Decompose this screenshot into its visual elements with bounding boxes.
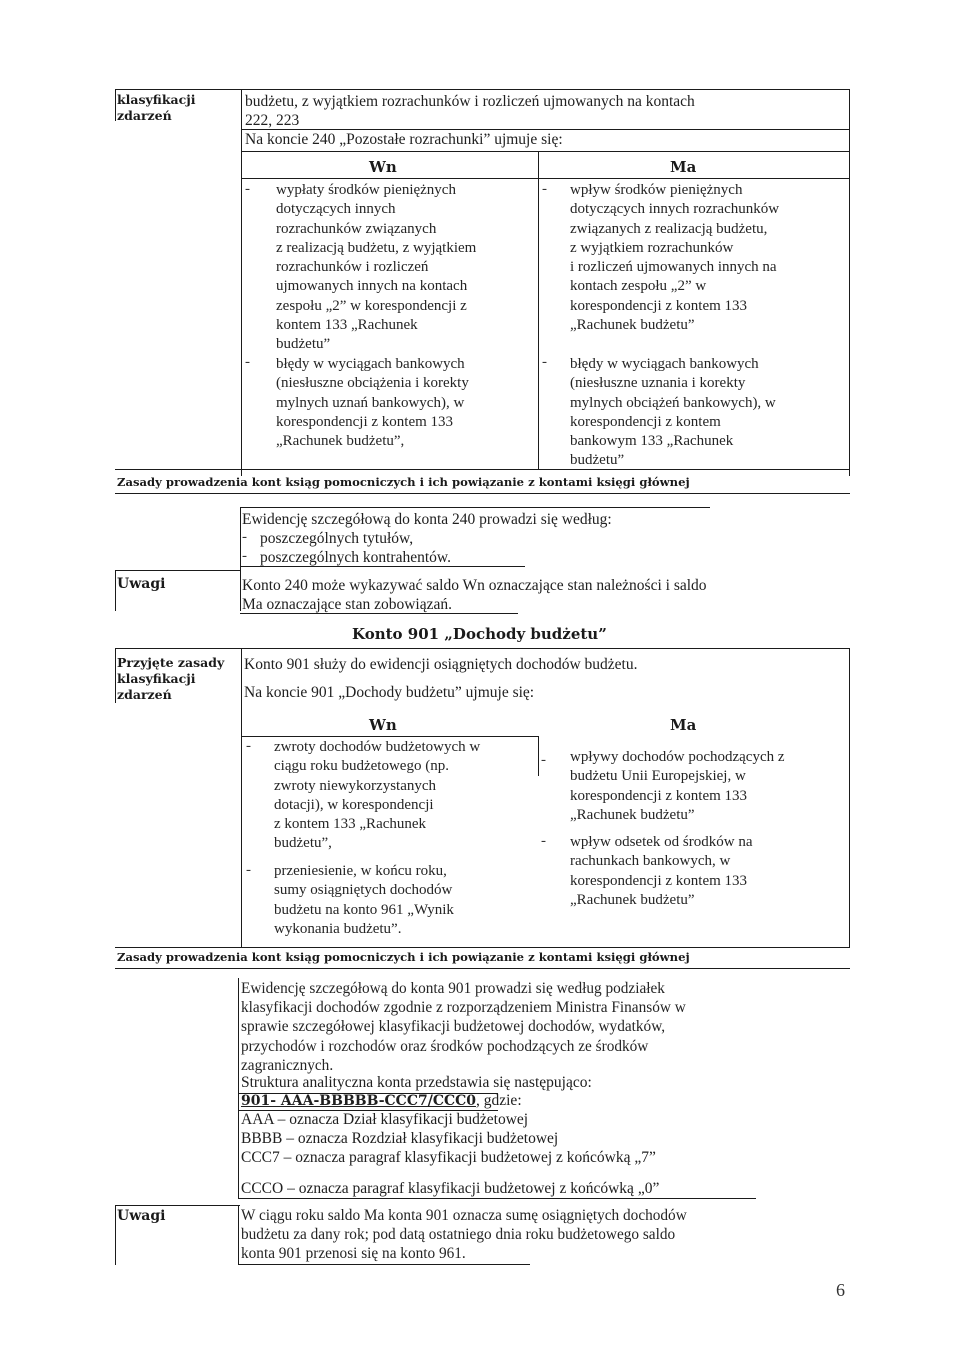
label-klasyfikacji-2: klasyfikacji: [117, 671, 196, 686]
section1-item-2: poszczególnych kontrahentów.: [260, 549, 451, 566]
top-line-1: budżetu, z wyjątkiem rozrachunków i rozliczeń ujmowanych na kontach: [245, 93, 695, 110]
konto901-title: Konto 901 „Dochody budżetu”: [352, 625, 607, 643]
label-uwagi-2: Uwagi: [117, 1208, 166, 1224]
dash: -: [541, 752, 546, 768]
rule: [115, 89, 850, 90]
section2-bbbb: BBBB – oznacza Rozdział klasyfikacji budżetowej: [241, 1130, 559, 1147]
rule: [241, 151, 849, 152]
rule: [115, 469, 850, 470]
table1-ma-item-2: błędy w wyciągach bankowych (niesłuszne uznania i korekty mylnych obciążeń bankowych), w korespondencji z kontem bankowym 133 „Rachunek budżetu”: [570, 356, 776, 469]
section1-intro: Ewidencję szczegółową do konta 240 prowadzi się według:: [242, 511, 612, 528]
dash: -: [242, 548, 247, 564]
label-zdarzen: zdarzeń: [117, 108, 172, 123]
rule: [115, 648, 116, 703]
rule: [238, 1198, 756, 1199]
rule: [115, 947, 850, 948]
top-line-2: 222, 223: [245, 112, 300, 129]
section2-ccc7: CCC7 – oznacza paragraf klasyfikacji budżetowej z końcówką „7”: [241, 1149, 656, 1166]
dash: -: [245, 181, 250, 197]
table2-wn-item-1: zwroty dochodów budżetowych w ciągu roku budżetowego (np. zwroty niewykorzystanych dotacji), w korespondencji z kontem 133 „Rachunek budżetu”,: [274, 739, 481, 852]
dash: -: [542, 181, 547, 197]
table2-wn-header: Wn: [369, 716, 397, 734]
rule: [240, 566, 525, 567]
label-klasyfikacji: klasyfikacji: [117, 92, 196, 107]
rule: [115, 89, 116, 121]
rule: [538, 736, 539, 776]
table1-wn-item-2: błędy w wyciągach bankowych (niesłuszne obciążenia i korekty mylnych uznań bankowych), w korespondencji z kontem 133 „Rachunek budżetu”,: [276, 356, 469, 450]
rule: [115, 968, 850, 969]
rule: [240, 507, 241, 611]
rule: [241, 178, 849, 179]
label-uwagi-1: Uwagi: [117, 576, 166, 592]
section2-code-suffix: , gdzie:: [476, 1092, 522, 1109]
rule: [240, 507, 710, 508]
section2-code-line: [241, 1091, 522, 1111]
section2-uwagi: W ciągu roku saldo Ma konta 901 oznacza sumę osiągniętych dochodów budżetu za dany rok; pod datą ostatniego dnia roku budżetowego saldo konta 901 przenosi się na konto 961.: [241, 1207, 687, 1263]
table1-ma-item-1: wpływ środków pieniężnych dotyczących innych rozrachunków związanych z realizacją budżetu, z wyjątkiem rozrachunków i rozliczeń ujmowanych innych na kontach zespołu „2” w korespondencji z kontem 133 „Rachunek budżetu”: [570, 182, 780, 334]
dash: -: [245, 354, 250, 370]
section1-item-1: poszczególnych tytułów,: [260, 530, 414, 547]
table2-ma-item-2: wpływ odsetek od środków na rachunkach bankowych, w korespondencji z kontem 133 „Rachunek budżetu”: [570, 834, 753, 908]
table1-wn-item-1: wypłaty środków pieniężnych dotyczących innych rozrachunków związanych z realizacją budżetu, z wyjątkiem rozrachunków i rozliczeń ujmowanych innych na kontach zespołu „2” w korespondencji z kontem 133 „Rachunek budżetu”: [276, 182, 477, 353]
rule: [115, 648, 850, 649]
section2-heading: Zasady prowadzenia kont ksiąg pomocniczych i ich powiązanie z kontami księgi głównej: [117, 950, 690, 964]
section1-uwagi-line-2: Ma oznaczające stan zobowiązań.: [242, 596, 452, 613]
top-line-3: Na koncie 240 „Pozostałe rozrachunki” ujmuje się:: [245, 131, 563, 148]
konto901-line-2: Na koncie 901 „Dochody budżetu” ujmuje się:: [244, 684, 535, 701]
table2-ma-item-1: wpływy dochodów pochodzących z budżetu Unii Europejskiej, w korespondencji z kontem 133 „Rachunek budżetu”: [570, 749, 785, 823]
table2-wn-item-2: przeniesienie, w końcu roku, sumy osiągniętych dochodów budżetu na konto 961 „Wynik wykonania budżetu”.: [274, 863, 454, 937]
dash: -: [541, 833, 546, 849]
rule: [238, 1205, 239, 1265]
table1-ma-header: Ma: [670, 158, 697, 176]
page-number: 6: [836, 1280, 845, 1300]
konto901-line-1: Konto 901 służy do ewidencji osiągniętych dochodów budżetu.: [244, 656, 638, 673]
rule: [849, 89, 850, 476]
table2-ma-header: Ma: [670, 716, 697, 734]
rule: [115, 493, 850, 494]
section1-heading: Zasady prowadzenia kont ksiąg pomocniczych i ich powiązanie z kontami księgi głównej: [117, 475, 690, 489]
rule: [240, 613, 518, 614]
section2-aaa: AAA – oznacza Dział klasyfikacji budżetowej: [241, 1111, 529, 1128]
rule: [115, 1205, 240, 1206]
dash: -: [246, 738, 251, 754]
dash: -: [246, 862, 251, 878]
section2-struktura: Struktura analityczna konta przedstawia się następująco:: [241, 1074, 592, 1091]
rule: [538, 151, 539, 469]
rule: [115, 570, 116, 611]
rule: [238, 978, 239, 1198]
rule: [238, 1264, 530, 1265]
section2-code: 901- AAA-BBBBB-CCC7/CCC0: [241, 1093, 476, 1109]
section1-uwagi-line-1: Konto 240 może wykazywać saldo Wn oznaczające stan należności i saldo: [242, 577, 707, 594]
rule: [241, 736, 538, 737]
table1-wn-header: Wn: [369, 158, 397, 176]
rule: [115, 570, 240, 571]
section2-paragraph: Ewidencję szczegółową do konta 901 prowadzi się według podziałek klasyfikacji dochodów zgodnie z rozporządzeniem Ministra Finansów w sprawie szczegółowej klasyfikacji budżetowej dochodów, wydatków, przychodów i rozchodów oraz środków pochodzących ze środków zagranicznych.: [241, 980, 686, 1074]
section2-ccc0: CCCO – oznacza paragraf klasyfikacji budżetowej z końcówką „0”: [241, 1180, 660, 1197]
label-zdarzen-2: zdarzeń: [117, 687, 172, 702]
rule: [115, 1205, 116, 1265]
rule: [849, 648, 850, 948]
dash: -: [542, 354, 547, 370]
rule: [241, 89, 242, 476]
label-przyjete-zasady: Przyjęte zasady: [117, 655, 225, 670]
rule: [241, 648, 242, 948]
dash: -: [242, 529, 247, 545]
